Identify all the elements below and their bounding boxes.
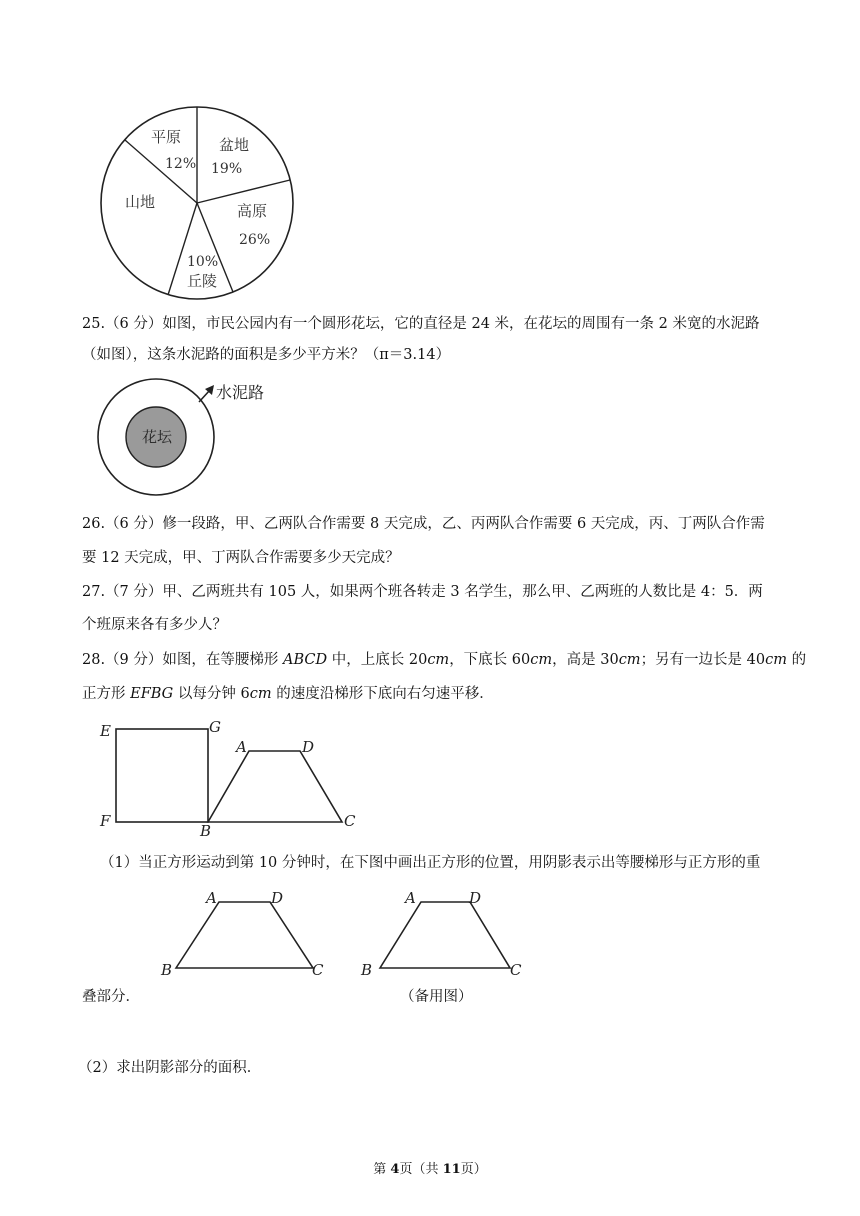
slice-label-hills: 丘陵	[187, 272, 218, 290]
q25-line-2: （如图），这条水泥路的面积是多少平方米？（π＝3.14）	[82, 347, 451, 363]
q26-line-2: 要 12 天完成，甲、丁两队合作需要多少天完成？	[82, 550, 400, 566]
label-f: F	[100, 812, 111, 830]
q28-unit-4: cm	[765, 652, 787, 668]
q28-text-2c: 以每分钟 6	[173, 686, 250, 702]
slice-label-plain: 平原	[151, 128, 182, 146]
trapezoid-figure-1	[158, 885, 328, 979]
q28-sub1-line-1: （1）当正方形运动到第 10 分钟时，在下图中画出正方形的位置，用阴影表示出等腰梯形与正方形的重	[100, 855, 761, 871]
q28-line-1	[82, 650, 807, 670]
slice-label-basin: 盆地	[219, 136, 250, 154]
trapezoid-abcd	[208, 751, 342, 822]
label-e: E	[100, 722, 111, 740]
square-efbg	[116, 729, 208, 822]
terrain-pie-chart	[95, 102, 305, 302]
spare-figure-caption: （备用图）	[400, 989, 473, 1005]
q27-line-2: 个班原来各有多少人？	[82, 617, 227, 633]
t2-label-c: C	[510, 961, 522, 979]
t2-label-b: B	[361, 961, 373, 979]
q28-sub2: （2）求出阴影部分的面积．	[78, 1060, 262, 1076]
t1-label-d: D	[271, 889, 284, 907]
t1-label-c: C	[312, 961, 324, 979]
q28-text-2e: 的速度沿梯形下底向右匀速平移．	[271, 686, 494, 702]
footer-post: 页）	[460, 1162, 487, 1177]
q28-text-c: 中，上底长 20	[327, 652, 428, 668]
q28-unit-1: cm	[427, 652, 450, 668]
q28-text-k: 的	[787, 652, 807, 668]
q28-text-2a: 正方形	[82, 686, 131, 702]
page-footer	[0, 1158, 860, 1177]
footer-pre: 第	[373, 1162, 391, 1177]
q28-square-name: EFBG	[130, 686, 174, 702]
path-label: 水泥路	[216, 383, 265, 402]
label-c: C	[344, 812, 356, 830]
t2-label-d: D	[469, 889, 482, 907]
slice-value-basin: 19%	[211, 161, 243, 177]
q28-sub1-line-2: 叠部分．	[82, 989, 140, 1005]
t1-label-a: A	[206, 889, 217, 907]
q28-text-g: ，高是 30	[552, 652, 619, 668]
footer-mid: 页（共	[399, 1162, 443, 1177]
label-a: A	[236, 738, 247, 756]
q25-line-1: 25.（6 分）如图，市民公园内有一个圆形花坛，它的直径是 24 米，在花坛的周围有一条 2 米宽的水泥路	[82, 316, 760, 332]
flowerbed-figure	[96, 376, 286, 502]
flowerbed-label: 花坛	[142, 428, 173, 446]
q28-line-2	[82, 684, 782, 704]
footer-total-pages: 11	[442, 1162, 461, 1177]
q28-trapezoid-name: ABCD	[283, 652, 328, 668]
q28-text-i: ；另有一边长是 40	[640, 652, 766, 668]
slice-value-plain: 12%	[165, 156, 197, 172]
footer-page-number: 4	[390, 1162, 400, 1177]
square-trapezoid-figure	[96, 716, 366, 840]
q28-text-a: 28.（9 分）如图，在等腰梯形	[82, 652, 284, 668]
t1-label-b: B	[161, 961, 173, 979]
label-d: D	[302, 738, 315, 756]
trapezoid-1	[176, 902, 313, 968]
q26-line-1: 26.（6 分）修一段路，甲、乙两队合作需要 8 天完成，乙、丙两队合作需要 6 天完成，丙、丁两队合作需	[82, 516, 765, 532]
q28-text-e: ，下底长 60	[449, 652, 531, 668]
slice-label-plateau: 高原	[237, 202, 268, 220]
q28-unit-5: cm	[249, 686, 272, 702]
q28-unit-2: cm	[530, 652, 553, 668]
label-b: B	[200, 822, 212, 840]
slice-value-plateau: 26%	[239, 232, 271, 248]
q27-line-1: 27.（7 分）甲、乙两班共有 105 人，如果两个班各转走 3 名学生，那么甲、乙两班的人数比是 4：5．两	[82, 584, 763, 600]
slice-value-hills: 10%	[187, 254, 219, 270]
t2-label-a: A	[405, 889, 416, 907]
slice-label-mountain: 山地	[125, 193, 156, 211]
trapezoid-spare	[380, 902, 510, 968]
q28-unit-3: cm	[618, 652, 641, 668]
trapezoid-figure-spare	[355, 885, 525, 979]
label-g: G	[209, 718, 221, 736]
